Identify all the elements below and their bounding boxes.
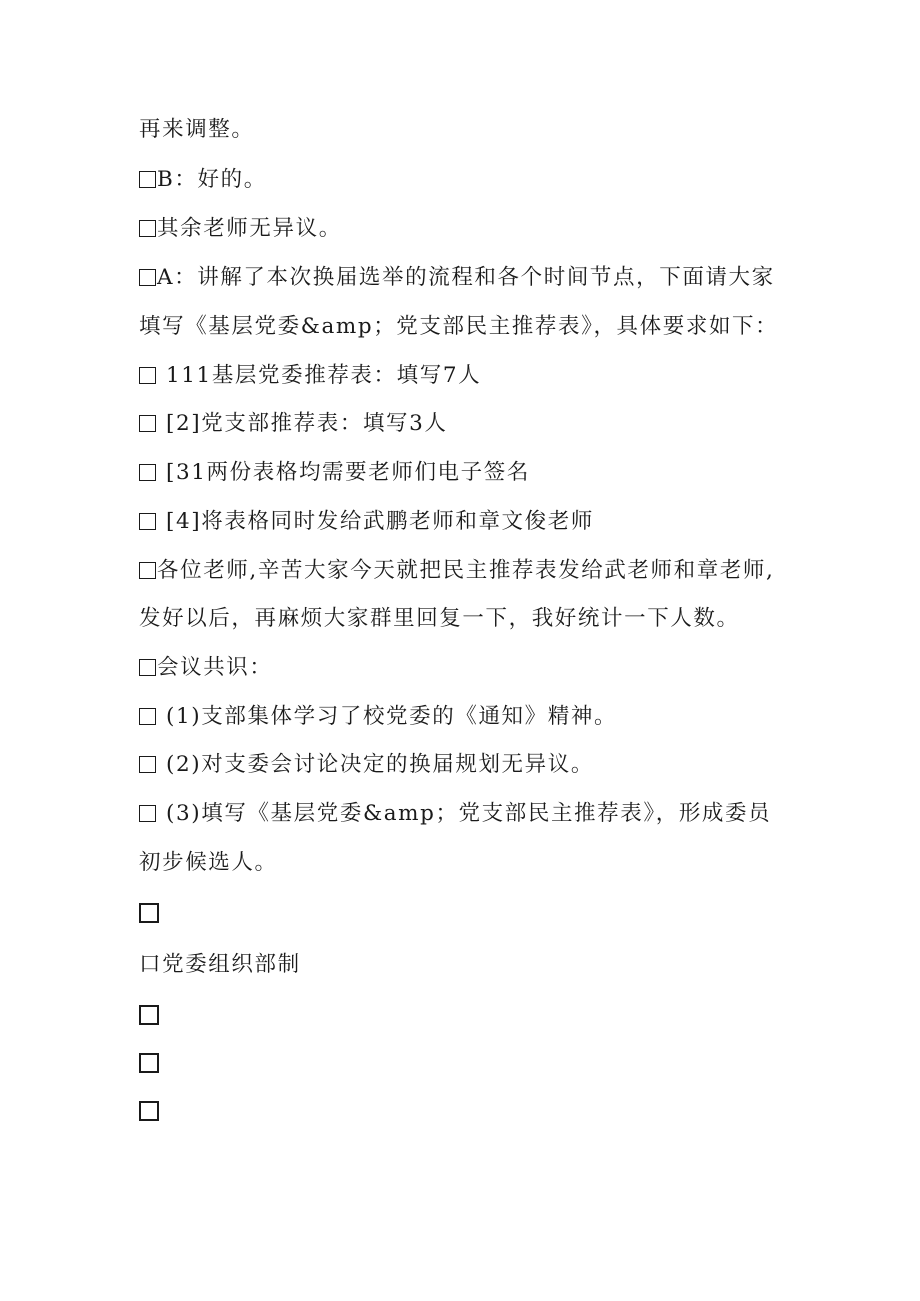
checkbox-glyph	[139, 1101, 159, 1121]
text-line	[139, 1002, 160, 1030]
text-line	[139, 654, 273, 682]
line-text: 各位老师,辛苦大家今天就把民主推荐表发给武老师和章老师,	[157, 558, 775, 583]
text-line	[139, 557, 774, 585]
checkbox-glyph	[139, 220, 156, 237]
text-line	[139, 362, 481, 390]
checkbox-glyph	[139, 805, 156, 822]
checkbox-glyph	[139, 269, 156, 286]
checkbox-glyph	[139, 513, 156, 530]
text-line	[139, 703, 617, 731]
checkbox-glyph	[139, 659, 156, 676]
text-line	[139, 313, 778, 341]
checkbox-glyph	[139, 1053, 159, 1073]
text-line	[139, 605, 740, 633]
line-text: B：好的。	[157, 167, 267, 192]
checkbox-glyph	[139, 367, 156, 384]
checkbox-glyph	[139, 415, 156, 432]
line-text: 口党委组织部制	[139, 952, 301, 977]
text-line	[139, 264, 775, 292]
checkbox-glyph	[139, 756, 156, 773]
line-text: A：讲解了本次换届选举的流程和各个时间节点，下面请大家	[157, 265, 775, 290]
checkbox-glyph	[139, 708, 156, 725]
text-line	[139, 166, 267, 194]
text-line	[139, 800, 771, 828]
line-text: 填写《基层党委&amp；党支部民主推荐表》，具体要求如下：	[139, 314, 779, 339]
checkbox-glyph	[139, 903, 159, 923]
line-text: [2]党支部推荐表：填写3人	[166, 411, 448, 436]
checkbox-glyph	[139, 171, 156, 188]
text-line	[139, 459, 530, 487]
text-line	[139, 900, 160, 928]
text-line	[139, 751, 594, 779]
line-text: [31两份表格均需要老师们电子签名	[166, 460, 530, 485]
text-line	[139, 116, 255, 144]
line-text: 111基层党委推荐表：填写7人	[166, 363, 482, 388]
line-text: 发好以后，再麻烦大家群里回复一下，我好统计一下人数。	[139, 606, 740, 631]
text-line	[139, 951, 301, 979]
text-line	[139, 1098, 160, 1126]
text-line	[139, 215, 342, 243]
text-line	[139, 849, 278, 877]
text-line	[139, 1050, 160, 1078]
text-line	[139, 508, 594, 536]
text-line	[139, 410, 448, 438]
checkbox-glyph	[139, 464, 156, 481]
line-text: 再来调整。	[139, 117, 255, 142]
line-text: (1)支部集体学习了校党委的《通知》精神。	[166, 704, 618, 729]
checkbox-glyph	[139, 562, 156, 579]
checkbox-glyph	[139, 1005, 159, 1025]
line-text: (3)填写《基层党委&amp；党支部民主推荐表》，形成委员	[166, 801, 772, 826]
line-text: 初步候选人。	[139, 850, 278, 875]
line-text: [4]将表格同时发给武鹏老师和章文俊老师	[166, 509, 594, 534]
line-text: 会议共识：	[157, 655, 273, 680]
line-text: (2)对支委会讨论决定的换届规划无异议。	[166, 752, 594, 777]
line-text: 其余老师无异议。	[157, 216, 342, 241]
